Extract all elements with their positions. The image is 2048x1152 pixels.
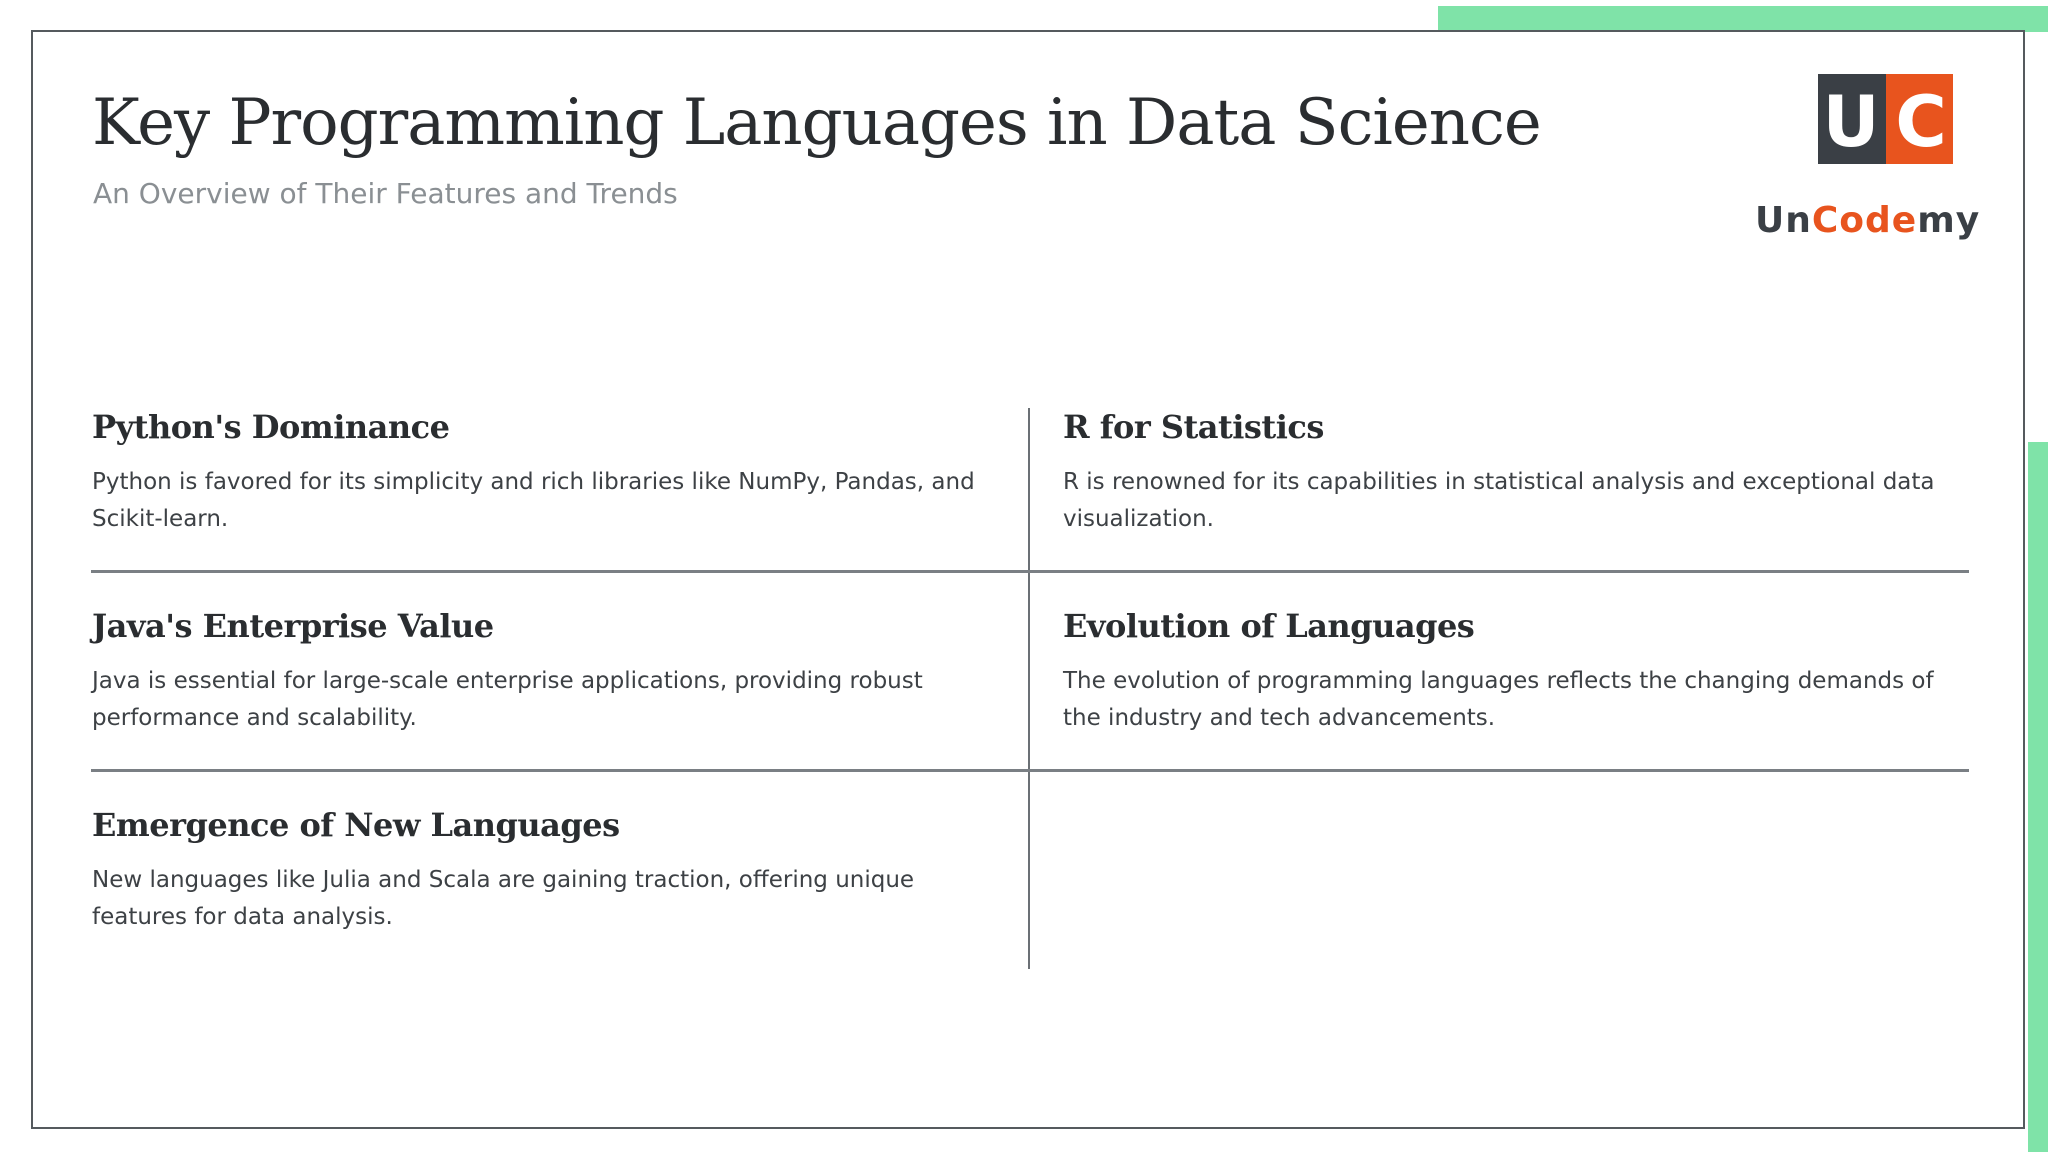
uncodemy-logo-icon xyxy=(1818,74,1953,164)
logo-mark-c: C xyxy=(1895,81,1947,163)
grid-divider-vertical xyxy=(1028,408,1030,969)
section-java xyxy=(92,607,992,737)
section-text: The evolution of programming languages reflects the changing demands of the industry and tech advancements. xyxy=(1063,668,1934,731)
section-title: Emergence of New Languages xyxy=(92,806,620,844)
section-title: Evolution of Languages xyxy=(1063,607,1475,645)
grid-divider-horizontal-1 xyxy=(91,570,1969,573)
logo-word-part2: Code xyxy=(1811,200,1918,241)
section-text: R is renowned for its capabilities in statistical analysis and exceptional data visualization. xyxy=(1063,469,1935,532)
section-title: R for Statistics xyxy=(1063,408,1324,446)
section-text: Python is favored for its simplicity and rich libraries like NumPy, Pandas, and Scikit-learn. xyxy=(92,469,975,532)
section-evolution xyxy=(1063,607,1963,737)
section-new-languages xyxy=(92,806,992,936)
logo-mark-u: U xyxy=(1822,81,1880,163)
accent-bar-right xyxy=(2028,442,2048,1152)
slide-title: Key Programming Languages in Data Science xyxy=(92,86,1541,160)
section-title: Python's Dominance xyxy=(92,408,450,446)
logo-word-part1: Un xyxy=(1755,200,1812,241)
section-text: Java is essential for large-scale enterprise applications, providing robust performance and scalability. xyxy=(92,668,923,731)
accent-bar-top xyxy=(1438,6,2048,32)
slide-frame xyxy=(31,30,2025,1129)
section-python xyxy=(92,408,992,538)
grid-divider-horizontal-2 xyxy=(91,769,1969,772)
uncodemy-logo xyxy=(1753,74,1993,254)
slide-subtitle: An Overview of Their Features and Trends xyxy=(93,177,678,210)
section-r xyxy=(1063,408,1963,538)
section-title: Java's Enterprise Value xyxy=(92,607,494,645)
logo-word-part3: my xyxy=(1917,200,1981,241)
logo-wordmark xyxy=(1755,200,1980,241)
section-text: New languages like Julia and Scala are gaining traction, offering unique features for data analysis. xyxy=(92,867,915,930)
